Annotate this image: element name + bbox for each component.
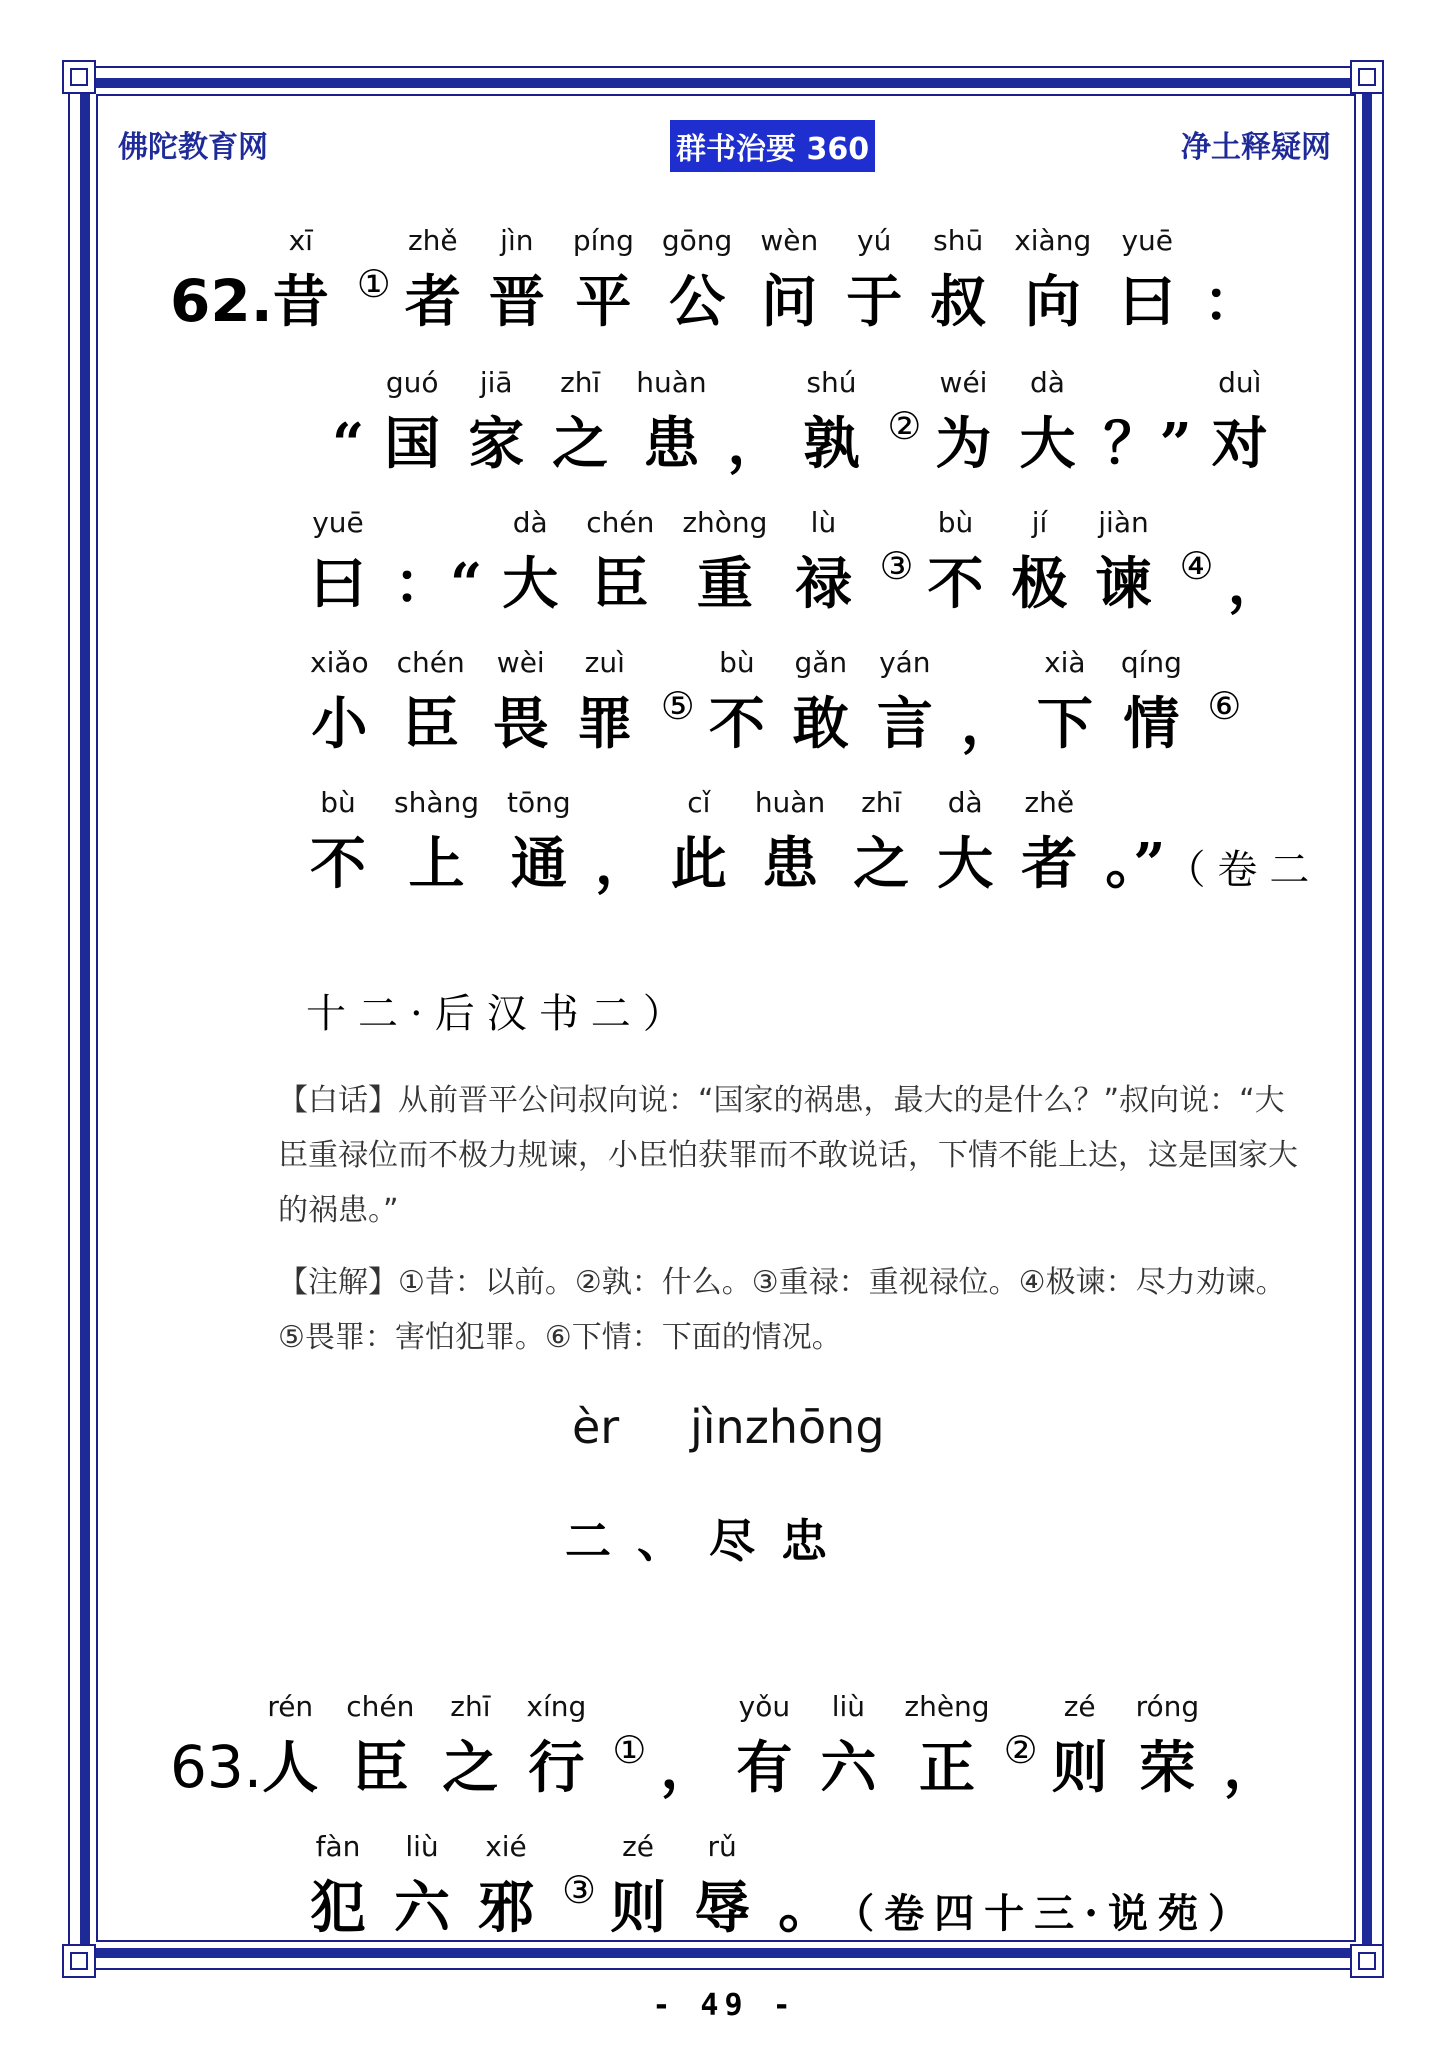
punctuation: 。 — [778, 1875, 835, 1941]
hanzi: 向 — [1014, 269, 1092, 335]
section-pinyin-syllable: èr — [572, 1400, 620, 1454]
hanzi-with-pinyin — [694, 1830, 751, 1941]
footnote-marker: ① — [612, 1728, 647, 1772]
header-left-site: 佛陀教育网 — [118, 130, 268, 165]
section-title: 二、尽忠 — [565, 1514, 853, 1568]
pinyin: xiǎo — [310, 646, 369, 679]
pinyin: zhī — [442, 1690, 499, 1723]
header-right-site: 净土释疑网 — [1181, 130, 1331, 165]
pinyin: zhě — [1021, 786, 1078, 819]
hanzi-with-pinyin — [930, 224, 987, 335]
pinyin: yuē — [310, 506, 366, 539]
hanzi-with-pinyin — [576, 646, 633, 757]
footnote-marker: ② — [1003, 1728, 1038, 1772]
hanzi-with-pinyin — [795, 506, 852, 617]
hanzi: 晋 — [488, 269, 545, 335]
footnote-marker: ③ — [879, 544, 914, 588]
hanzi-with-pinyin — [586, 506, 655, 617]
entry-62-line-1 — [170, 224, 1279, 338]
hanzi: 孰 — [803, 411, 860, 477]
hanzi-with-pinyin — [670, 786, 727, 897]
hanzi-with-pinyin — [526, 1690, 587, 1801]
hanzi: 曰 — [310, 551, 366, 617]
hanzi: 人 — [262, 1735, 319, 1801]
corner-ornament — [62, 1944, 96, 1978]
pinyin: dà — [1019, 366, 1076, 399]
hanzi: 则 — [1051, 1735, 1108, 1801]
pinyin: zuì — [576, 646, 633, 679]
pinyin: bù — [927, 506, 984, 539]
footnote-marker: ⑥ — [1207, 684, 1242, 728]
hanzi: 六 — [820, 1735, 877, 1801]
hanzi: 臣 — [396, 691, 465, 757]
hanzi-with-pinyin — [1019, 366, 1076, 477]
pinyin: duì — [1211, 366, 1268, 399]
hanzi-with-pinyin — [853, 786, 910, 897]
hanzi-with-pinyin — [1120, 646, 1182, 757]
source-citation: （卷二 — [1185, 847, 1322, 893]
punctuation: ， — [660, 1735, 717, 1801]
pinyin: xié — [478, 1830, 534, 1863]
hanzi: 谏 — [1095, 551, 1152, 617]
hanzi: 上 — [394, 831, 479, 897]
pinyin: bù — [310, 786, 366, 819]
hanzi: 畏 — [492, 691, 549, 757]
hanzi-with-pinyin — [346, 1690, 415, 1801]
pinyin: jiàn — [1095, 506, 1152, 539]
hanzi: 通 — [507, 831, 571, 897]
hanzi: 之 — [552, 411, 609, 477]
corner-ornament — [62, 60, 96, 94]
punctuation: ：“ — [394, 551, 483, 617]
annotations: 【注解】①昔：以前。②孰：什么。③重禄：重视禄位。④极谏：尽力劝谏。⑤畏罪：害怕犯罪。⑥下情：下面的情况。 — [278, 1265, 1286, 1355]
pinyin: píng — [572, 224, 634, 257]
footnote-marker: ① — [356, 262, 391, 306]
hanzi: 不 — [708, 691, 765, 757]
hanzi: 小 — [310, 691, 369, 757]
hanzi: 不 — [310, 831, 366, 897]
hanzi: 下 — [1036, 691, 1093, 757]
hanzi: 患 — [636, 411, 707, 477]
hanzi: 叔 — [930, 269, 987, 335]
hanzi-with-pinyin — [1211, 366, 1268, 477]
hanzi-with-pinyin — [572, 224, 634, 335]
hanzi: 荣 — [1135, 1735, 1200, 1801]
hanzi-with-pinyin — [442, 1690, 499, 1801]
pinyin: zhèng — [904, 1690, 990, 1723]
hanzi-with-pinyin — [636, 366, 707, 477]
hanzi: 大 — [937, 831, 994, 897]
hanzi-with-pinyin — [1119, 224, 1176, 335]
hanzi: 极 — [1011, 551, 1068, 617]
pinyin: shàng — [394, 786, 480, 819]
footnote-marker: ⑤ — [660, 684, 695, 728]
hanzi-with-pinyin — [1014, 224, 1092, 335]
hanzi: 臣 — [346, 1735, 415, 1801]
hanzi-with-pinyin — [262, 1690, 319, 1801]
pinyin: yán — [876, 646, 933, 679]
hanzi-with-pinyin — [1095, 506, 1152, 617]
source-citation: （卷四十三·说苑） — [854, 1890, 1259, 1937]
pinyin: róng — [1135, 1690, 1200, 1723]
entry-62-line-5 — [310, 786, 1321, 900]
pinyin: zé — [1051, 1690, 1108, 1723]
hanzi: 臣 — [586, 551, 655, 617]
pinyin: cǐ — [670, 786, 727, 819]
hanzi-with-pinyin — [492, 646, 549, 757]
hanzi-with-pinyin — [468, 366, 525, 477]
hanzi-with-pinyin — [394, 1830, 450, 1941]
pinyin: zhī — [853, 786, 910, 819]
pinyin: xià — [1036, 646, 1093, 679]
hanzi-with-pinyin — [754, 786, 826, 897]
hanzi-with-pinyin — [552, 366, 609, 477]
hanzi-with-pinyin — [904, 1690, 990, 1801]
pinyin: guó — [384, 366, 441, 399]
hanzi: 邪 — [478, 1875, 534, 1941]
pinyin: shū — [930, 224, 987, 257]
punctuation: ： — [1203, 269, 1260, 335]
hanzi: 之 — [442, 1735, 499, 1801]
hanzi-with-pinyin — [507, 786, 571, 897]
pinyin: tōng — [507, 786, 571, 819]
hanzi-with-pinyin — [502, 506, 559, 617]
hanzi: 罪 — [576, 691, 633, 757]
pinyin: fàn — [310, 1830, 366, 1863]
source-continuation: 十二·后汉书二） — [306, 991, 695, 1037]
pinyin: shú — [803, 366, 860, 399]
hanzi: 禄 — [795, 551, 852, 617]
pinyin: qíng — [1120, 646, 1182, 679]
pinyin: liù — [394, 1830, 450, 1863]
hanzi: 六 — [394, 1875, 450, 1941]
hanzi: 为 — [935, 411, 992, 477]
pinyin: liù — [820, 1690, 877, 1723]
pinyin: wèn — [760, 224, 819, 257]
hanzi-with-pinyin — [478, 1830, 534, 1941]
corner-ornament — [1350, 1944, 1384, 1978]
hanzi-with-pinyin — [384, 366, 441, 477]
pinyin: jí — [1011, 506, 1068, 539]
entry-62-line-4 — [310, 646, 1255, 760]
hanzi-with-pinyin — [760, 224, 819, 335]
hanzi-with-pinyin — [792, 646, 849, 757]
pinyin: jiā — [468, 366, 525, 399]
corner-ornament — [1350, 60, 1384, 94]
hanzi: 正 — [904, 1735, 990, 1801]
pinyin: yǒu — [736, 1690, 793, 1723]
hanzi: 家 — [468, 411, 525, 477]
pinyin: dà — [502, 506, 559, 539]
hanzi: 曰 — [1119, 269, 1176, 335]
pinyin: zhě — [404, 224, 461, 257]
hanzi-with-pinyin — [310, 1830, 366, 1941]
pinyin: chén — [346, 1690, 415, 1723]
hanzi: 敢 — [792, 691, 849, 757]
page-number: - 49 - — [652, 1988, 797, 2023]
pinyin: chén — [586, 506, 655, 539]
footnote-marker: ② — [887, 404, 922, 448]
hanzi: 者 — [404, 269, 461, 335]
hanzi-with-pinyin — [927, 506, 984, 617]
hanzi: 重 — [682, 551, 768, 617]
pinyin: zhī — [552, 366, 609, 399]
punctuation: ， — [1227, 551, 1284, 617]
hanzi: 者 — [1021, 831, 1078, 897]
hanzi-with-pinyin — [404, 224, 461, 335]
entry-63-line-1 — [170, 1690, 1299, 1804]
punctuation: “ — [332, 411, 365, 477]
hanzi: 言 — [876, 691, 933, 757]
hanzi-with-pinyin — [272, 224, 329, 335]
hanzi: 患 — [754, 831, 826, 897]
pinyin: rǔ — [694, 1830, 751, 1863]
punctuation: 。” — [1105, 831, 1166, 897]
hanzi: 行 — [526, 1735, 587, 1801]
hanzi-with-pinyin — [682, 506, 768, 617]
pinyin: jìn — [488, 224, 545, 257]
pinyin: wéi — [935, 366, 992, 399]
hanzi-with-pinyin — [708, 646, 765, 757]
hanzi: 公 — [661, 269, 733, 335]
pinyin: yú — [846, 224, 903, 257]
hanzi-with-pinyin — [937, 786, 994, 897]
hanzi: 有 — [736, 1735, 793, 1801]
punctuation: ， — [1223, 1735, 1280, 1801]
hanzi-with-pinyin — [396, 646, 465, 757]
hanzi: 对 — [1211, 411, 1268, 477]
hanzi: 辱 — [694, 1875, 751, 1941]
hanzi: 犯 — [310, 1875, 366, 1941]
header-book-title: 群书治要 360 — [670, 120, 875, 172]
hanzi: 不 — [927, 551, 984, 617]
hanzi: 则 — [610, 1875, 667, 1941]
punctuation: ？” — [1103, 411, 1192, 477]
pinyin: bù — [708, 646, 765, 679]
hanzi-with-pinyin — [876, 646, 933, 757]
entry-number: 62. — [170, 267, 273, 335]
hanzi-with-pinyin — [846, 224, 903, 335]
hanzi: 国 — [384, 411, 441, 477]
hanzi-with-pinyin — [1051, 1690, 1108, 1801]
pinyin: gōng — [661, 224, 733, 257]
hanzi-with-pinyin — [610, 1830, 667, 1941]
entry-62-line-2 — [332, 366, 1296, 480]
section-pinyin-syllable: zhōng — [744, 1400, 885, 1454]
pinyin: xiàng — [1014, 224, 1092, 257]
vernacular-translation: 【白话】从前晋平公问叔向说：“国家的祸患，最大的是什么？”叔向说：“大臣重禄位而不极力规谏，小臣怕获罪而不敢说话，下情不能上达，这是国家大的祸患。” — [278, 1083, 1298, 1228]
hanzi-with-pinyin — [1036, 646, 1093, 757]
hanzi-with-pinyin — [661, 224, 733, 335]
pinyin: lù — [795, 506, 852, 539]
pinyin: xī — [272, 224, 329, 257]
pinyin: huàn — [754, 786, 826, 819]
hanzi: 大 — [1019, 411, 1076, 477]
hanzi: 问 — [760, 269, 819, 335]
pinyin: chén — [396, 646, 465, 679]
entry-number: 63. — [170, 1733, 263, 1801]
punctuation: ， — [960, 691, 1017, 757]
section-pinyin-syllable: jìn — [690, 1400, 745, 1454]
pinyin: xíng — [526, 1690, 587, 1723]
pinyin: rén — [262, 1690, 319, 1723]
footnote-marker: ④ — [1179, 544, 1214, 588]
entry-62-line-3 — [310, 506, 1304, 620]
section-pinyin — [572, 1400, 885, 1454]
entry-63-line-2 — [310, 1830, 1258, 1944]
hanzi: 于 — [846, 269, 903, 335]
footnote-marker: ③ — [562, 1868, 597, 1912]
hanzi: 之 — [853, 831, 910, 897]
hanzi: 情 — [1120, 691, 1182, 757]
hanzi-with-pinyin — [310, 646, 369, 757]
hanzi-with-pinyin — [310, 786, 366, 897]
punctuation: ， — [594, 831, 651, 897]
hanzi-with-pinyin — [736, 1690, 793, 1801]
pinyin: zé — [610, 1830, 667, 1863]
pinyin: gǎn — [792, 646, 849, 679]
hanzi: 平 — [572, 269, 634, 335]
hanzi: 大 — [502, 551, 559, 617]
hanzi: 此 — [670, 831, 727, 897]
hanzi: 昔 — [272, 269, 329, 335]
pinyin: zhòng — [682, 506, 768, 539]
hanzi-with-pinyin — [935, 366, 992, 477]
punctuation: ， — [727, 411, 784, 477]
pinyin: wèi — [492, 646, 549, 679]
hanzi-with-pinyin — [1021, 786, 1078, 897]
hanzi-with-pinyin — [1135, 1690, 1200, 1801]
hanzi-with-pinyin — [310, 506, 366, 617]
pinyin: yuē — [1119, 224, 1176, 257]
hanzi-with-pinyin — [394, 786, 480, 897]
hanzi-with-pinyin — [820, 1690, 877, 1801]
hanzi-with-pinyin — [1011, 506, 1068, 617]
pinyin: huàn — [636, 366, 707, 399]
hanzi-with-pinyin — [488, 224, 545, 335]
pinyin: dà — [937, 786, 994, 819]
hanzi-with-pinyin — [803, 366, 860, 477]
